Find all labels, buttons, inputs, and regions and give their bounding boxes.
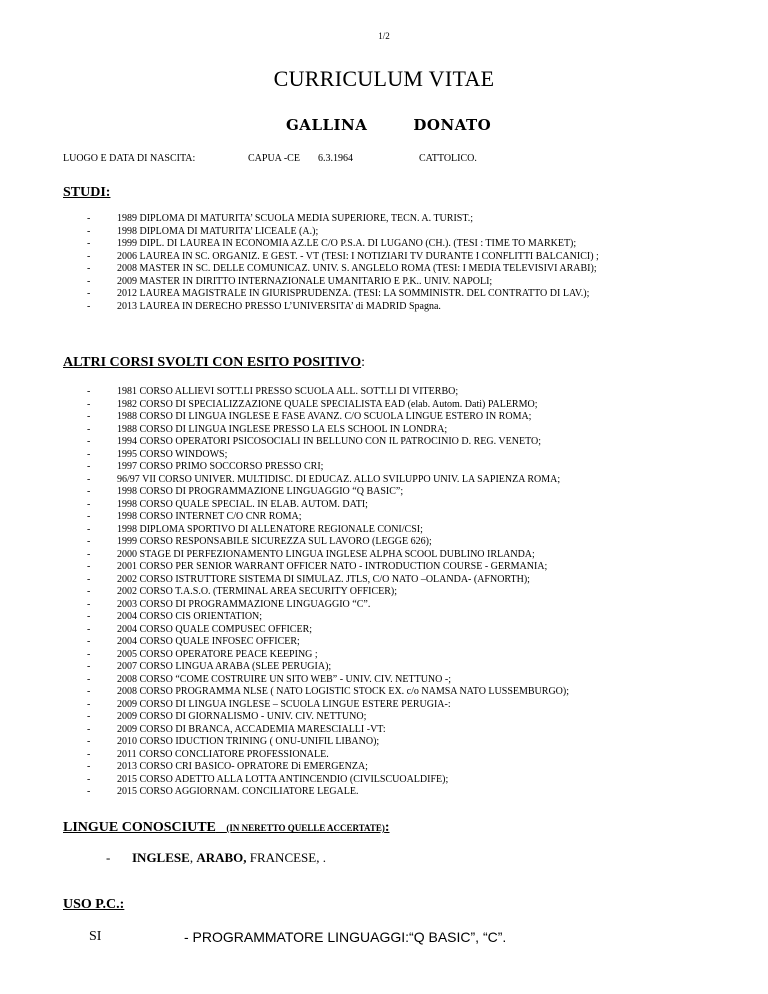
corso-item: - 2009 CORSO DI LINGUA INGLESE – SCUOLA LINGUE ESTERE PERUGIA-: (117, 699, 569, 712)
lingue-list (106, 850, 326, 866)
corso-item: - 2005 CORSO OPERATORE PEACE KEEPING ; (117, 649, 569, 662)
corso-item: - 2002 CORSO T.A.S.O. (TERMINAL AREA SECURITY OFFICER); (117, 586, 569, 599)
studi-item: - 2013 LAUREA IN DERECHO PRESSO L’UNIVERSITA’ di MADRID Spagna. (117, 301, 599, 314)
studi-item: - 1999 DIPL. DI LAUREA IN ECONOMIA AZ.LE C/O P.S.A. DI LUGANO (CH.). (TESI : TIME TO MARKET); (117, 238, 599, 251)
lang-separator: , (189, 850, 197, 865)
birth-place: CAPUA -CE (248, 153, 300, 164)
birth-label: LUOGO E DATA DI NASCITA: (63, 153, 196, 164)
studi-item: - 2006 LAUREA IN SC. ORGANIZ. E GEST. - VT (TESI: I NOTIZIARI TV DURANTE I CONFLITTI BALCANICI) ; (117, 251, 599, 264)
lingue-note: (IN NERETTO QUELLE ACCERTATE) (226, 823, 385, 833)
corso-item: - 2009 CORSO DI GIORNALISMO - UNIV. CIV. NETTUNO; (117, 711, 569, 724)
studi-list (117, 213, 599, 313)
corso-item: - 2002 CORSO ISTRUTTORE SISTEMA DI SIMULAZ. JTLS, C/O NATO –OLANDA- (AFNORTH); (117, 574, 569, 587)
corso-item: - 1999 CORSO RESPONSABILE SICUREZZA SUL LAVORO (LEGGE 626); (117, 536, 569, 549)
corso-item: - 1982 CORSO DI SPECIALIZZAZIONE QUALE SPECIALISTA EAD (elab. Autom. Dati) PALERMO; (117, 399, 569, 412)
birth-date: 6.3.1964 (318, 153, 353, 164)
corso-item: - 2003 CORSO DI PROGRAMMAZIONE LINGUAGGIO “C”. (117, 599, 569, 612)
lang-english: INGLESE (132, 850, 190, 865)
person-name (286, 116, 537, 134)
corso-item: - 2004 CORSO QUALE COMPUSEC OFFICER; (117, 624, 569, 637)
lingue-colon: : (384, 820, 390, 835)
studi-item: - 2009 MASTER IN DIRITTO INTERNAZIONALE UMANITARIO E P.K.. UNIV. NAPOLI; (117, 276, 599, 289)
corso-item: - 2008 CORSO “COME COSTRUIRE UN SITO WEB” - UNIV. CIV. NETTUNO -; (117, 674, 569, 687)
corso-item: - 1997 CORSO PRIMO SOCCORSO PRESSO CRI; (117, 461, 569, 474)
religion: CATTOLICO. (419, 153, 477, 164)
corso-item: - 2007 CORSO LINGUA ARABA (SLEE PERUGIA); (117, 661, 569, 674)
corso-item: - 2015 CORSO ADETTO ALLA LOTTA ANTINCENDIO (CIVILSCUOALDIFE); (117, 774, 569, 787)
section-uso-pc-title: USO P.C.: (63, 897, 125, 912)
uso-pc-detail: - PROGRAMMATORE LINGUAGGI:“Q BASIC”, “C”. (184, 929, 507, 945)
page-title: CURRICULUM VITAE (273, 66, 495, 91)
corso-item: - 2009 CORSO DI BRANCA, ACCADEMIA MARESCIALLI -VT: (117, 724, 569, 737)
studi-item: - 1998 DIPLOMA DI MATURITA’ LICEALE (A.); (117, 226, 599, 239)
corso-item: - 1994 CORSO OPERATORI PSICOSOCIALI IN BELLUNO CON IL PATROCINIO D. REG. VENETO; (117, 436, 569, 449)
uso-pc-row (89, 929, 507, 945)
studi-item: - 2008 MASTER IN SC. DELLE COMUNICAZ. UNIV. S. ANGLELO ROMA (TESI: I MEDIA TELEVISIVI ARABI); (117, 263, 599, 276)
section-studi-title: STUDI: (63, 185, 111, 200)
corso-item: - 2015 CORSO AGGIORNAM. CONCILIATORE LEGALE. (117, 786, 569, 799)
corsi-title-text: ALTRI CORSI SVOLTI CON ESITO POSITIVO (63, 355, 362, 370)
studi-item: - 2012 LAUREA MAGISTRALE IN GIURISPRUDENZA. (TESI: LA SOMMINISTR. DEL CONTRATTO DI LAV.); (117, 288, 599, 301)
corso-item: - 2010 CORSO IDUCTION TRINING ( ONU-UNIFIL LIBANO); (117, 736, 569, 749)
corso-item: - 96/97 VII CORSO UNIVER. MULTIDISC. DI EDUCAZ. ALLO SVILUPPO UNIV. LA SAPIENZA ROMA; (117, 474, 569, 487)
corso-item: - 1998 CORSO QUALE SPECIAL. IN ELAB. AUTOM. DATI; (117, 499, 569, 512)
corso-item: - 1998 CORSO INTERNET C/O CNR ROMA; (117, 511, 569, 524)
corso-item: - 2000 STAGE DI PERFEZIONAMENTO LINGUA INGLESE ALPHA SCOOL DUBLINO IRLANDA; (117, 549, 569, 562)
corso-item: - 1988 CORSO DI LINGUA INGLESE E FASE AVANZ. C/O SCUOLA LINGUE ESTERO IN ROMA; (117, 411, 569, 424)
studi-item: - 1989 DIPLOMA DI MATURITA’ SCUOLA MEDIA SUPERIORE, TECN. A. TURIST.; (117, 213, 599, 226)
given-name: DONATO (413, 116, 492, 134)
surname: GALLINA (286, 116, 368, 134)
section-lingue-title (63, 820, 390, 836)
corso-item: - 2008 CORSO PROGRAMMA NLSE ( NATO LOGISTIC STOCK EX. c/o NAMSA NATO LUSSEMBURGO); (117, 686, 569, 699)
corso-item: - 2004 CORSO CIS ORIENTATION; (117, 611, 569, 624)
corsi-list (117, 386, 569, 799)
uso-pc-answer: SI (89, 929, 102, 944)
corso-item: - 2013 CORSO CRI BASICO- OPRATORE Di EMERGENZA; (117, 761, 569, 774)
lingue-title-text: LINGUE CONOSCIUTE (63, 820, 216, 835)
corso-item: - 2001 CORSO PER SENIOR WARRANT OFFICER NATO - INTRODUCTION COURSE - GERMANIA; (117, 561, 569, 574)
corso-item: - 2004 CORSO QUALE INFOSEC OFFICER; (117, 636, 569, 649)
page-number: 1/2 (378, 31, 390, 41)
corso-item: - 1998 CORSO DI PROGRAMMAZIONE LINGUAGGIO “Q BASIC”; (117, 486, 569, 499)
corsi-title-colon: : (361, 355, 365, 370)
corso-item: - 1981 CORSO ALLIEVI SOTT.LI PRESSO SCUOLA ALL. SOTT.LI DI VITERBO; (117, 386, 569, 399)
corso-item: - 1998 DIPLOMA SPORTIVO DI ALLENATORE REGIONALE CONI/CSI; (117, 524, 569, 537)
lang-french: FRANCESE, . (246, 850, 326, 865)
lang-arabic: ARABO, (196, 850, 247, 865)
corso-item: - 1995 CORSO WINDOWS; (117, 449, 569, 462)
section-corsi-title (63, 355, 365, 371)
lingue-dash: - (106, 850, 111, 865)
corso-item: - 2011 CORSO CONCLIATORE PROFESSIONALE. (117, 749, 569, 762)
corso-item: - 1988 CORSO DI LINGUA INGLESE PRESSO LA ELS SCHOOL IN LONDRA; (117, 424, 569, 437)
